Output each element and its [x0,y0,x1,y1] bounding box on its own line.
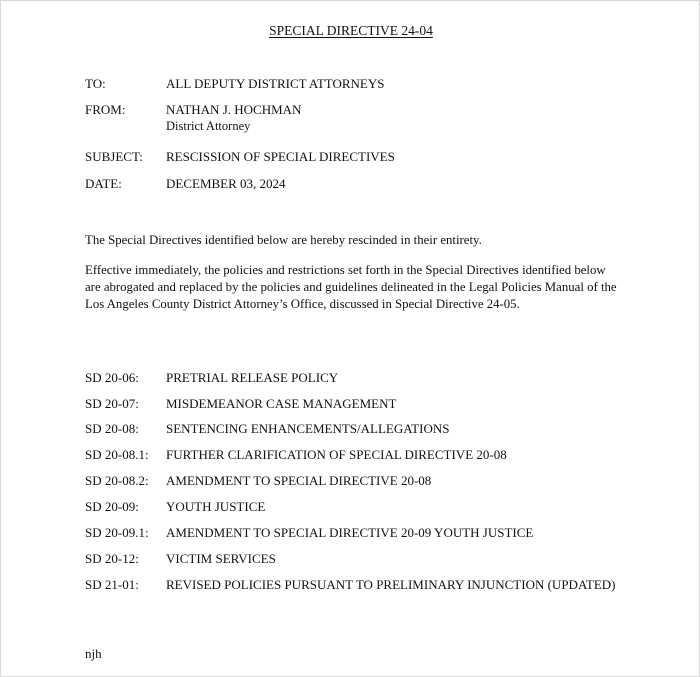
directive-title: YOUTH JUSTICE [166,499,266,514]
paragraph-rescission: The Special Directives identified below are hereby rescinded in their entirety. [85,233,482,247]
directive-code: SD 20-08: [85,421,139,436]
from-label: FROM: [85,102,126,117]
author-initials: njh [85,646,102,661]
directive-code: SD 20-08.2: [85,473,149,488]
directive-code: SD 20-07: [85,396,139,411]
directive-code: SD 20-08.1: [85,447,149,462]
directive-title: PRETRIAL RELEASE POLICY [166,370,339,385]
from-name: NATHAN J. HOCHMAN [166,102,302,117]
date-value: DECEMBER 03, 2024 [166,176,286,191]
directive-code: SD 20-09: [85,499,139,514]
subject-label: SUBJECT: [85,149,143,164]
subject-value: RESCISSION OF SPECIAL DIRECTIVES [166,149,395,164]
directive-code: SD 21-01: [85,577,139,592]
document-title [1,23,700,39]
to-label: TO: [85,76,106,91]
from-value [166,102,301,134]
directive-code: SD 20-12: [85,551,139,566]
document-title-text: SPECIAL DIRECTIVE 24-04 [269,23,433,38]
directive-title: MISDEMEANOR CASE MANAGEMENT [166,396,397,411]
directive-code: SD 20-09.1: [85,525,149,540]
directive-title: REVISED POLICIES PURSUANT TO PRELIMINARY INJUNCTION (UPDATED) [166,577,616,592]
from-title: District Attorney [166,119,251,133]
directive-title: SENTENCING ENHANCEMENTS/ALLEGATIONS [166,421,450,436]
date-label: DATE: [85,176,122,191]
directive-title: AMENDMENT TO SPECIAL DIRECTIVE 20-09 YOUTH JUSTICE [166,525,534,540]
directive-title: VICTIM SERVICES [166,551,276,566]
directive-code: SD 20-06: [85,370,139,385]
paragraph-effective: Effective immediately, the policies and restrictions set forth in the Special Directives identified below are abrogated and replaced by the policies and guidelines delineated in the Legal Policies Manual of the Los Angeles County District Attorney’s Office, discussed in Special Directive 24-05. [85,263,617,311]
directive-title: AMENDMENT TO SPECIAL DIRECTIVE 20-08 [166,473,432,488]
directive-title: FURTHER CLARIFICATION OF SPECIAL DIRECTIVE 20-08 [166,447,507,462]
to-value: ALL DEPUTY DISTRICT ATTORNEYS [166,76,385,91]
